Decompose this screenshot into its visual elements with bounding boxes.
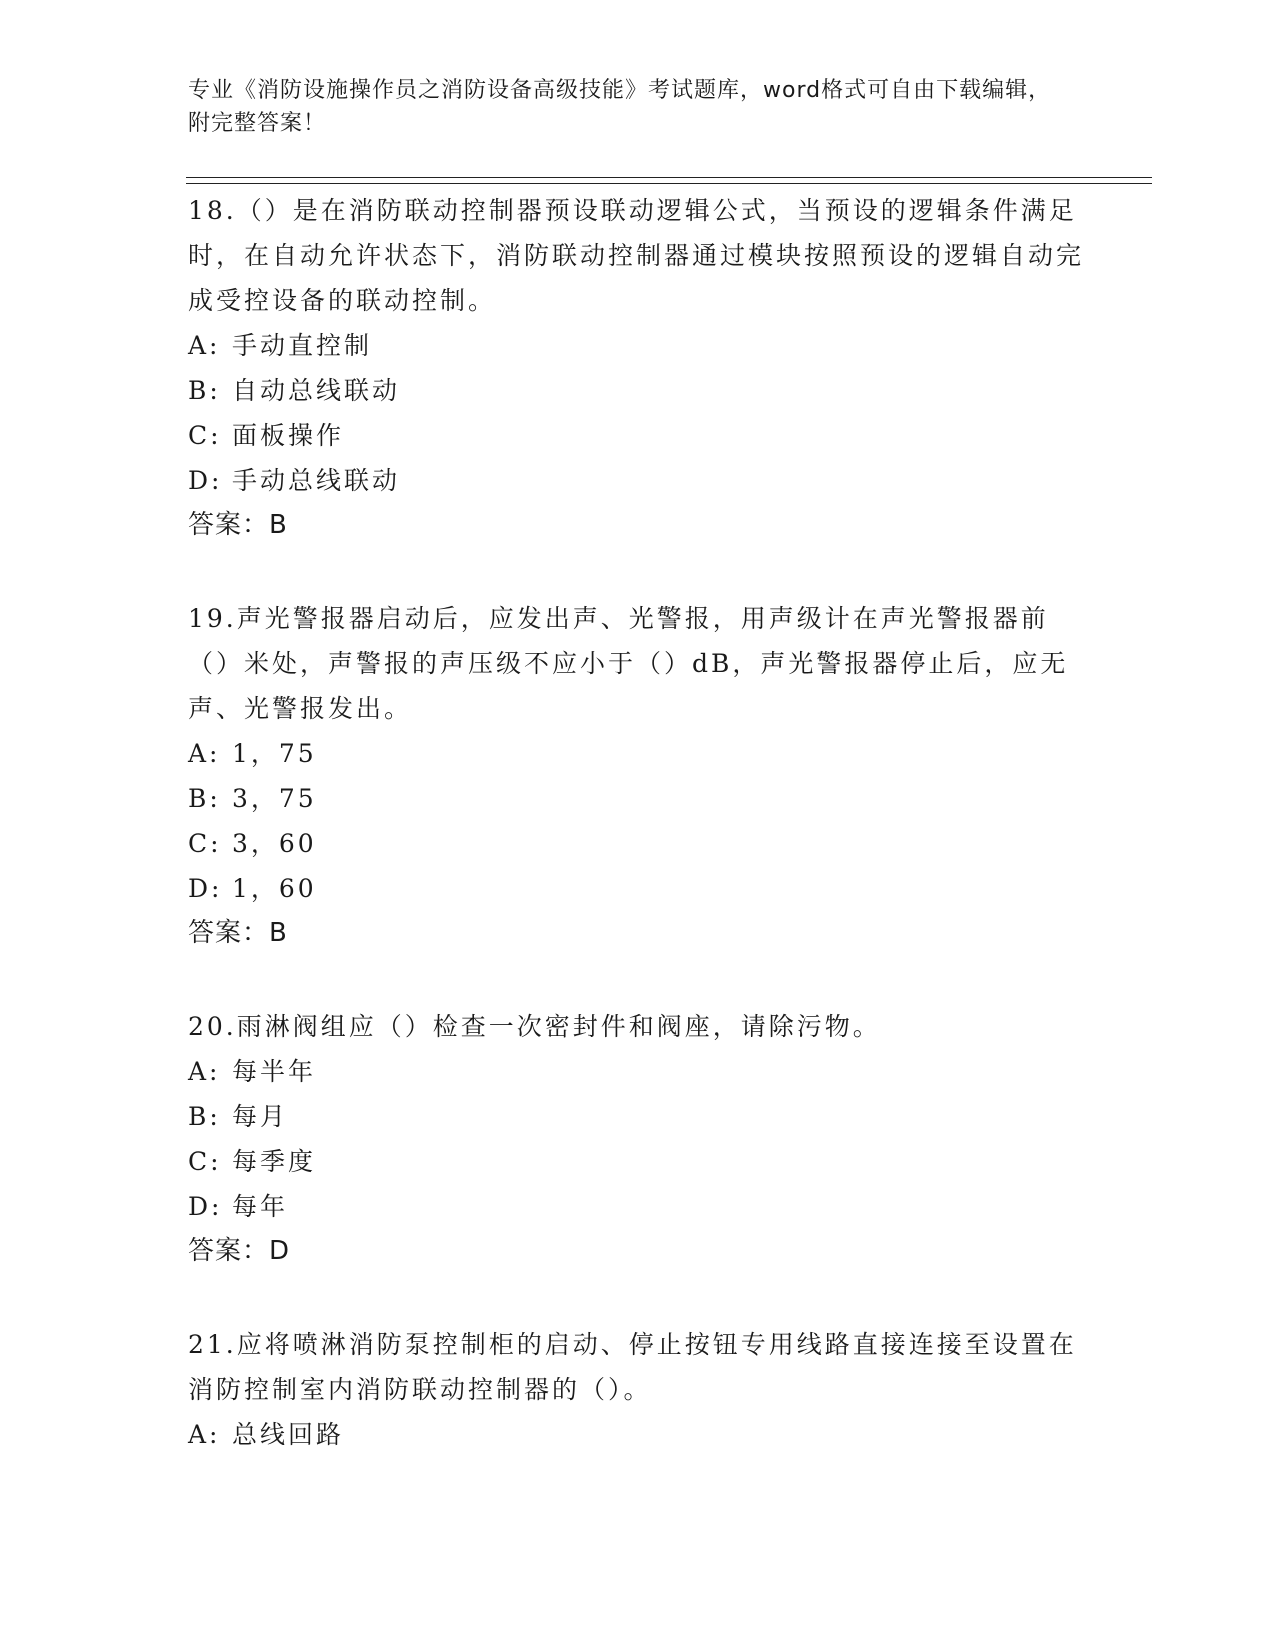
answer-line: 答案：B bbox=[188, 918, 288, 948]
question-stem: 18.（）是在消防联动控制器预设联动逻辑公式，当预设的逻辑条件满足时，在自动允许状态下，消防联动控制器通过模块按照预设的逻辑自动完成受控设备的联动控制。 bbox=[188, 196, 1085, 315]
option-key: C: bbox=[188, 829, 222, 858]
question-19 bbox=[188, 596, 1088, 956]
option-key: B: bbox=[188, 1102, 221, 1131]
option-c bbox=[188, 413, 1088, 458]
document-header: 专业《消防设施操作员之消防设备高级技能》考试题库，word格式可自由下载编辑，附完整答案！ bbox=[188, 78, 1052, 136]
option-text: 1，75 bbox=[232, 739, 317, 768]
option-text: 面板操作 bbox=[232, 421, 345, 450]
option-text: 3，75 bbox=[232, 784, 317, 813]
option-text: 手动总线联动 bbox=[232, 466, 401, 495]
option-key: C: bbox=[188, 1147, 222, 1176]
option-d bbox=[188, 458, 1088, 503]
option-key: D: bbox=[188, 874, 223, 903]
option-b bbox=[188, 776, 1088, 821]
option-d bbox=[188, 866, 1088, 911]
option-text: 1，60 bbox=[232, 874, 317, 903]
option-text: 每月 bbox=[232, 1102, 289, 1131]
question-21 bbox=[188, 1322, 1088, 1457]
option-key: B: bbox=[188, 784, 221, 813]
option-b bbox=[188, 368, 1088, 413]
option-key: D: bbox=[188, 466, 223, 495]
answer-line: 答案：D bbox=[188, 1236, 291, 1266]
question-20 bbox=[188, 1004, 1088, 1274]
option-text: 手动直控制 bbox=[232, 331, 373, 360]
option-text: 每年 bbox=[232, 1192, 289, 1221]
question-18 bbox=[188, 188, 1088, 548]
question-stem: 20.雨淋阀组应（）检查一次密封件和阀座，请除污物。 bbox=[188, 1012, 881, 1041]
option-key: A: bbox=[188, 1057, 221, 1086]
option-c bbox=[188, 1139, 1088, 1184]
option-text: 自动总线联动 bbox=[232, 376, 401, 405]
option-text: 总线回路 bbox=[232, 1420, 345, 1449]
answer-line: 答案：B bbox=[188, 510, 288, 540]
header-divider-bottom bbox=[186, 183, 1152, 184]
option-key: A: bbox=[188, 1420, 221, 1449]
option-key: D: bbox=[188, 1192, 223, 1221]
option-text: 每季度 bbox=[232, 1147, 317, 1176]
question-stem: 21.应将喷淋消防泵控制柜的启动、停止按钮专用线路直接连接至设置在消防控制室内消防联动控制器的（）。 bbox=[188, 1330, 1077, 1404]
option-text: 3，60 bbox=[232, 829, 317, 858]
option-d bbox=[188, 1184, 1088, 1229]
option-a bbox=[188, 731, 1088, 776]
option-key: A: bbox=[188, 739, 221, 768]
header-divider-top bbox=[186, 177, 1152, 178]
option-a bbox=[188, 1049, 1088, 1094]
option-key: A: bbox=[188, 331, 221, 360]
question-stem: 19.声光警报器启动后，应发出声、光警报，用声级计在声光警报器前（）米处，声警报的声压级不应小于（）dB，声光警报器停止后，应无声、光警报发出。 bbox=[188, 604, 1069, 723]
option-b bbox=[188, 1094, 1088, 1139]
option-a bbox=[188, 1412, 1088, 1457]
option-key: B: bbox=[188, 376, 221, 405]
option-a bbox=[188, 323, 1088, 368]
option-c bbox=[188, 821, 1088, 866]
option-text: 每半年 bbox=[232, 1057, 317, 1086]
option-key: C: bbox=[188, 421, 222, 450]
